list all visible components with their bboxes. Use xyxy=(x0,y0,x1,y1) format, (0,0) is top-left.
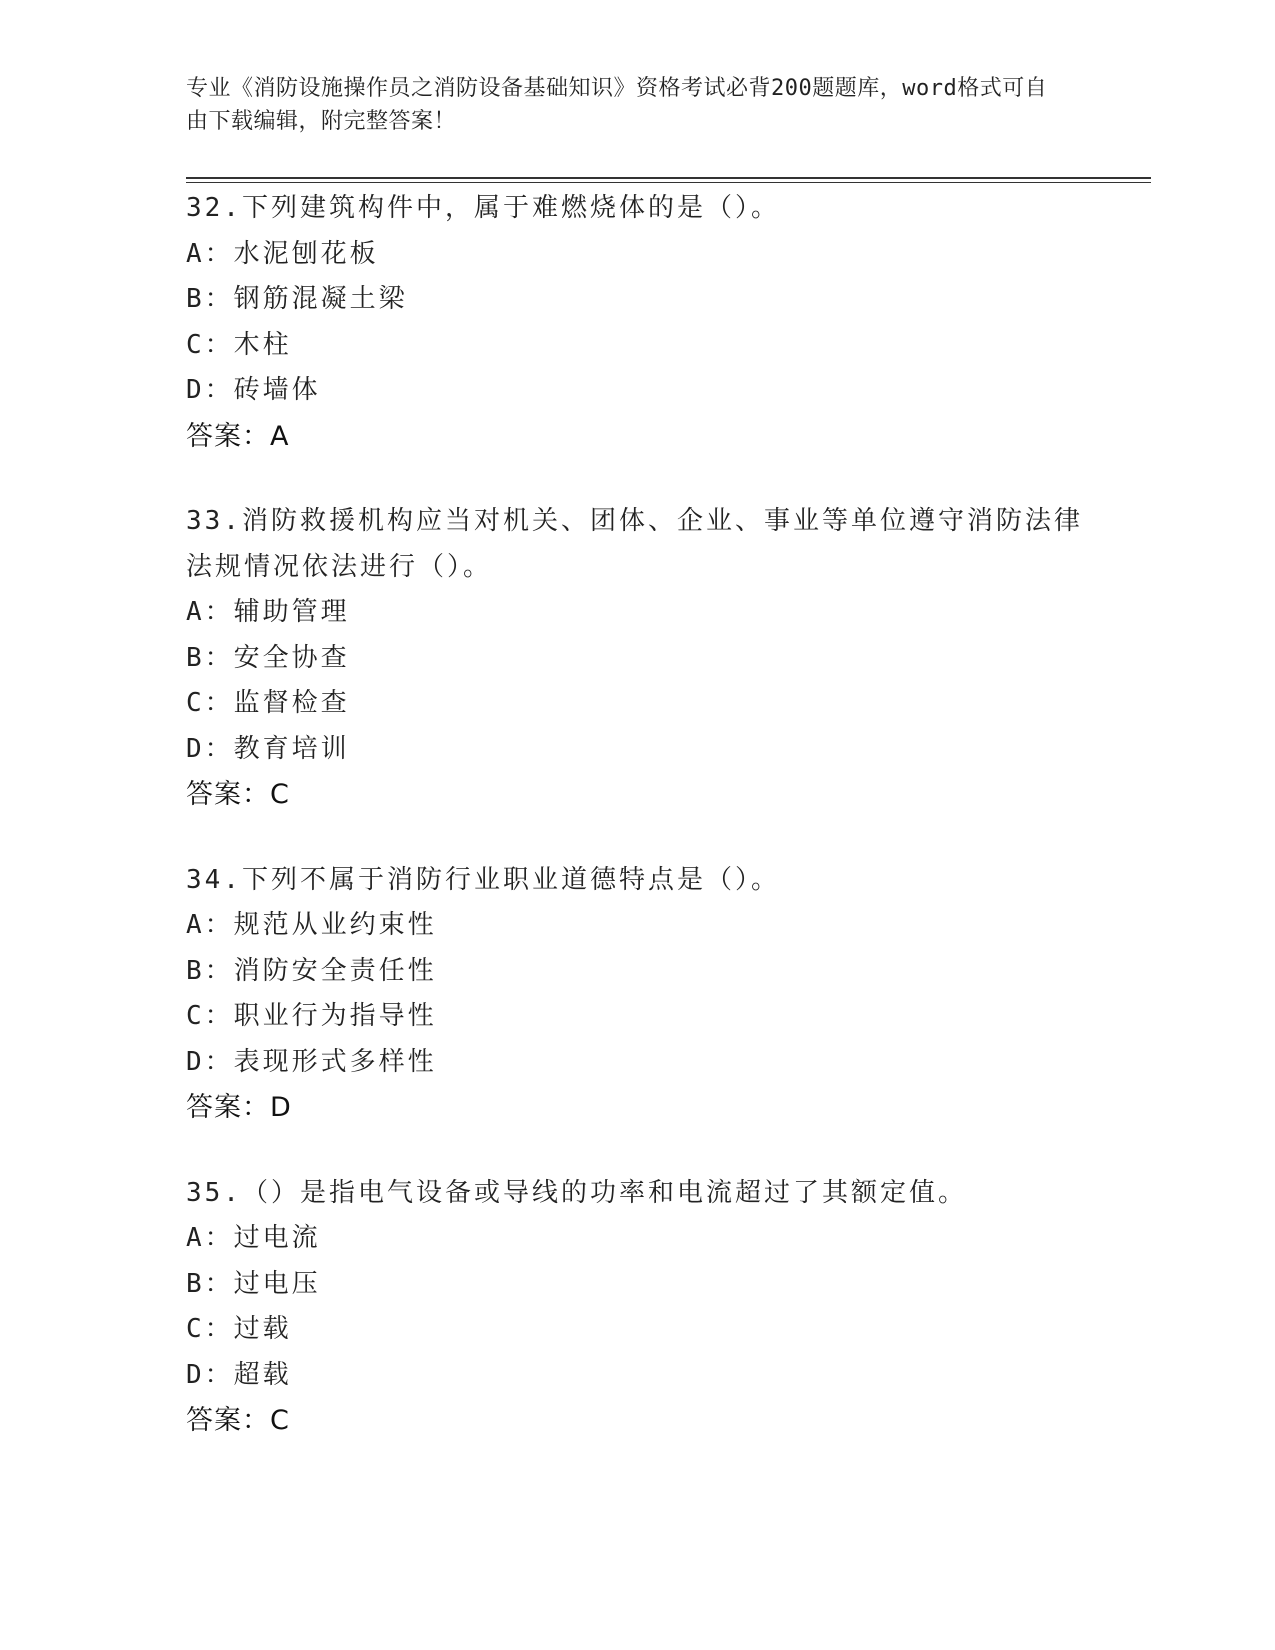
option-d: D：超载 xyxy=(186,1359,292,1390)
question-stem: 35.（）是指电气设备或导线的功率和电流超过了其额定值。 xyxy=(186,1177,967,1208)
answer-label: 答案：C xyxy=(186,779,290,810)
option-d: D：表现形式多样性 xyxy=(186,1046,437,1077)
option-c: C：监督检查 xyxy=(186,688,350,718)
option-d: D：砖墙体 xyxy=(186,375,321,405)
answer-label: 答案：D xyxy=(186,1092,292,1123)
option-c: C：木柱 xyxy=(186,329,292,360)
option-a: A：过电流 xyxy=(186,1223,321,1253)
question-35 xyxy=(186,1171,1086,1444)
header-divider-thick xyxy=(186,177,1151,179)
question-stem: 32.下列建筑构件中，属于难燃烧体的是（）。 xyxy=(186,193,780,223)
question-list xyxy=(186,186,1086,1484)
question-33 xyxy=(186,499,1086,818)
option-c: C：职业行为指导性 xyxy=(186,1001,437,1031)
question-stem: 33.消防救援机构应当对机关、团体、企业、事业等单位遵守消防法律法规情况依法进行（）。 xyxy=(186,506,1083,582)
option-b: B：消防安全责任性 xyxy=(186,955,437,986)
answer-label: 答案：C xyxy=(186,1405,290,1436)
option-a: A：水泥刨花板 xyxy=(186,238,379,269)
option-b: B：过电压 xyxy=(186,1268,321,1299)
option-a: A：规范从业约束性 xyxy=(186,910,437,940)
question-stem: 34.下列不属于消防行业职业道德特点是（）。 xyxy=(186,864,780,895)
header-divider-thin xyxy=(186,182,1151,183)
option-b: B：安全协查 xyxy=(186,642,350,673)
document-header: 专业《消防设施操作员之消防设备基础知识》资格考试必背200题题库，word格式可自由下载编辑，附完整答案！ xyxy=(186,76,1048,134)
question-34 xyxy=(186,858,1086,1131)
option-d: D：教育培训 xyxy=(186,733,350,764)
answer-label: 答案：A xyxy=(186,420,290,452)
option-c: C：过载 xyxy=(186,1314,292,1344)
question-32 xyxy=(186,186,1086,459)
option-a: A：辅助管理 xyxy=(186,597,350,627)
option-b: B：钢筋混凝土梁 xyxy=(186,284,408,314)
